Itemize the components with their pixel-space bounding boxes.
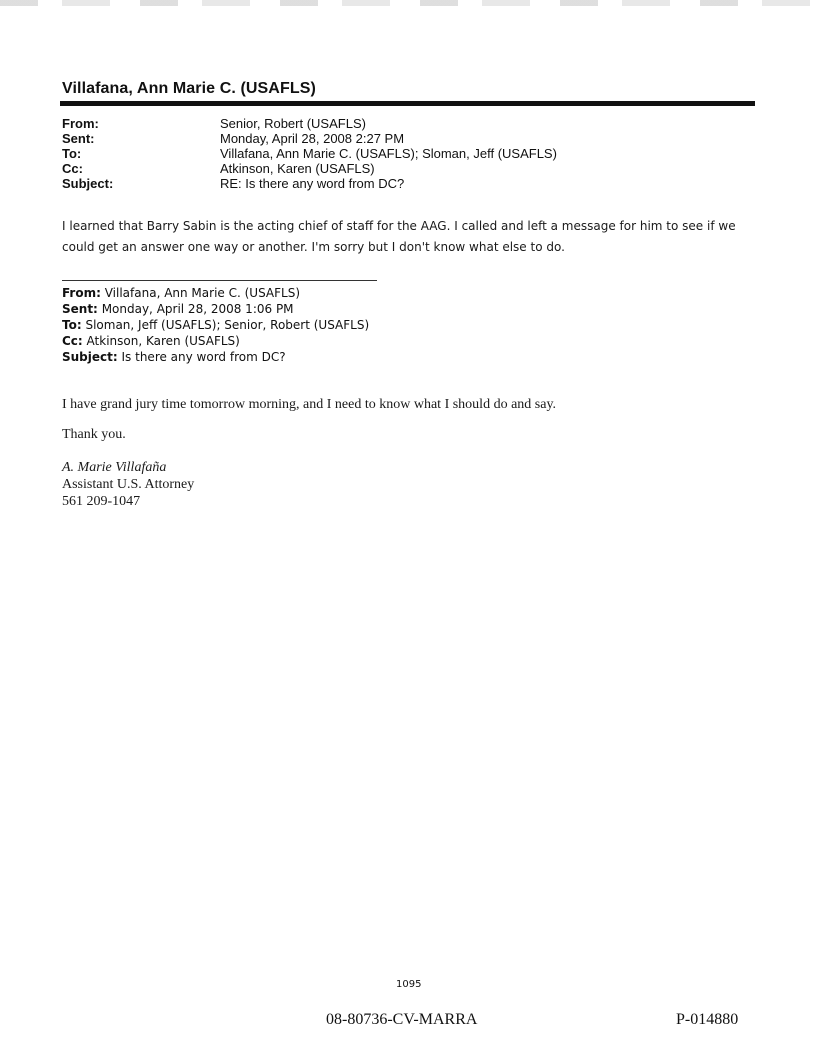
orig-sent-label: Sent: [62, 302, 98, 316]
orig-to-label: To: [62, 318, 82, 332]
sent-value: Monday, April 28, 2008 2:27 PM [220, 131, 405, 146]
orig-subject-value: Is there any word from DC? [121, 350, 286, 364]
signature-title: Assistant U.S. Attorney [62, 477, 195, 492]
orig-cc-value: Atkinson, Karen (USAFLS) [86, 334, 240, 348]
cc-label: Cc: [62, 161, 83, 176]
owner-rule [60, 101, 755, 106]
to-value: Villafana, Ann Marie C. (USAFLS); Sloman, Jeff (USAFLS) [220, 146, 557, 161]
orig-sent-value: Monday, April 28, 2008 1:06 PM [101, 302, 294, 316]
orig-subject-label: Subject: [62, 350, 118, 364]
orig-cc-label: Cc: [62, 334, 83, 348]
header-cc-row [62, 161, 557, 176]
signature-phone: 561 209-1047 [62, 494, 141, 509]
signature-block [62, 459, 194, 510]
reply-body: I learned that Barry Sabin is the acting chief of staff for the AAG. I called and left a message for him to see if we could get an answer one way or another. I'm sorry but I don't know what else to do. [62, 219, 736, 254]
subject-label: Subject: [62, 176, 114, 191]
quoted-message-separator [62, 280, 377, 281]
original-message-header [62, 285, 369, 365]
case-number: 08-80736-CV-MARRA [326, 1011, 478, 1028]
from-value: Senior, Robert (USAFLS) [220, 116, 366, 131]
page-number: 1095 [396, 979, 422, 990]
email-header [62, 116, 557, 191]
orig-subject-row [62, 349, 369, 365]
sent-label: Sent: [62, 131, 95, 146]
closing: Thank you. [62, 427, 126, 442]
header-sent-row [62, 131, 557, 146]
mailbox-owner-name: Villafana, Ann Marie C. (USAFLS) [62, 80, 316, 97]
from-label: From: [62, 116, 99, 131]
header-to-row [62, 146, 557, 161]
orig-sent-row [62, 301, 369, 317]
orig-from-row [62, 285, 369, 301]
subject-value: RE: Is there any word from DC? [220, 176, 405, 191]
cc-value: Atkinson, Karen (USAFLS) [220, 161, 375, 176]
orig-to-row [62, 317, 369, 333]
header-subject-row [62, 176, 557, 191]
header-from-row [62, 116, 557, 131]
signature-name: A. Marie Villafaña [62, 460, 167, 475]
original-body: I have grand jury time tomorrow morning, and I need to know what I should do and say. [62, 397, 557, 412]
bates-number: P-014880 [676, 1011, 739, 1028]
orig-to-value: Sloman, Jeff (USAFLS); Senior, Robert (USAFLS) [85, 318, 370, 332]
orig-cc-row [62, 333, 369, 349]
orig-from-label: From: [62, 286, 101, 300]
scan-edge-artifact [0, 0, 822, 6]
to-label: To: [62, 146, 82, 161]
orig-from-value: Villafana, Ann Marie C. (USAFLS) [104, 286, 301, 300]
